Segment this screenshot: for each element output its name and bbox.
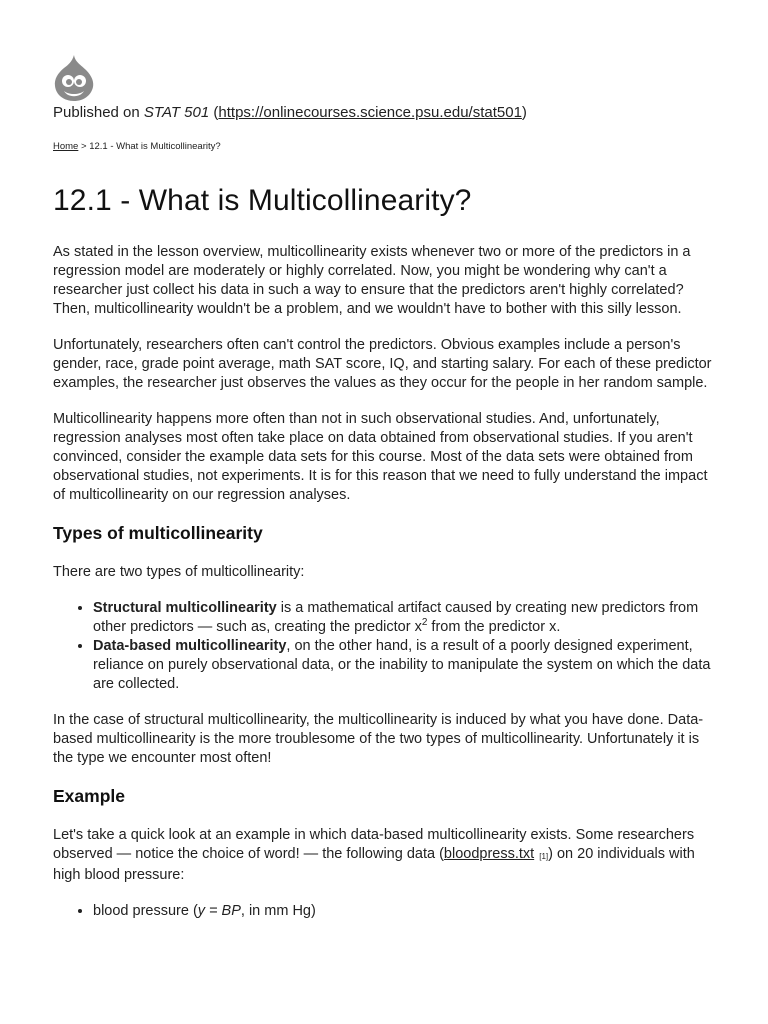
example-intro-b: ) on 20 individuals with high blood pressure: — [53, 846, 695, 883]
types-list — [53, 599, 723, 694]
structural-text-b: from the predictor x. — [427, 619, 561, 635]
types-intro: There are two types of multicollinearity: — [53, 564, 305, 580]
article-body — [53, 243, 723, 938]
published-prefix: Published on — [53, 104, 140, 121]
databased-term: Data-based multicollinearity — [93, 638, 287, 654]
section-heading-types: Types of multicollinearity — [53, 523, 263, 543]
example-intro-a: Let's take a quick look at an example in which data-based multicollinearity exists. Some researchers observed — notice the choice of word! — the following data ( — [53, 827, 695, 862]
databased-text: , on the other hand, is a result of a poorly designed experiment, reliance on purely observational data, or the inability to manipulate the system on which the data are collected. — [93, 638, 711, 692]
bloodpress-data-link[interactable]: bloodpress.txt — [443, 846, 535, 862]
published-line: Published on STAT 501 (https://onlinecourses.science.psu.edu/stat501) — [53, 104, 527, 121]
list-item-databased — [93, 637, 723, 694]
types-conclusion: In the case of structural multicollinearity, the multicollinearity is induced by what you have done. Data-based multicollinearity is the more troublesome of the two types of multicollinearity. Unfortunately it is the type we encounter most often! — [53, 712, 704, 766]
variables-list — [53, 902, 723, 921]
reference-marker: [1] — [539, 852, 549, 861]
breadcrumb-current: 12.1 - What is Multicollinearity? — [89, 141, 221, 152]
list-item-structural — [93, 599, 723, 637]
paragraph-predictors: Unfortunately, researchers often can't control the predictors. Obvious examples include a person's gender, race, grade point average, math SAT score, IQ, and starting salary. For each of these predictor examples, the researcher just observes the values as they occur for the people in her random sample. — [53, 337, 712, 391]
bp-text-a: blood pressure ( — [93, 903, 198, 919]
breadcrumb — [53, 141, 221, 152]
structural-text-a: is a mathematical artifact caused by creating new predictors from other predictors — such as, creating the predictor x — [93, 600, 699, 635]
site-name: STAT 501 — [143, 104, 210, 121]
bp-variable: y = BP — [197, 903, 241, 919]
drupal-logo-icon — [53, 54, 95, 102]
site-url-link[interactable]: https://onlinecourses.science.psu.edu/stat501 — [218, 104, 522, 121]
list-item-blood-pressure — [93, 902, 723, 921]
section-heading-example: Example — [53, 786, 125, 806]
paragraph-overview: As stated in the lesson overview, multicollinearity exists whenever two or more of the predictors in a regression model are moderately or highly correlated. Now, you might be wondering why can't a researcher just collect his data in such a way to ensure that the predictors aren't highly correlated? Then, multicollinearity wouldn't be a problem, and we wouldn't have to bother with this silly lesson. — [53, 244, 691, 317]
breadcrumb-home-link[interactable]: Home — [53, 141, 79, 152]
example-intro — [53, 826, 723, 885]
page-title: 12.1 - What is Multicollinearity? — [53, 184, 472, 217]
paragraph-observational: Multicollinearity happens more often than not in such observational studies. And, unfortunately, regression analyses most often take place on data obtained from observational studies. If you aren't convinced, consider the example data sets for this course. Most of the data sets were obtained from observational studies, not experiments. It is for this reason that we need to fully understand the impact of multicollinearity on our regression analyses. — [53, 411, 708, 503]
bp-text-b: , in mm Hg) — [240, 903, 316, 919]
structural-term: Structural multicollinearity — [93, 600, 277, 616]
breadcrumb-separator: > — [80, 141, 87, 152]
structural-superscript: 2 — [421, 617, 428, 628]
